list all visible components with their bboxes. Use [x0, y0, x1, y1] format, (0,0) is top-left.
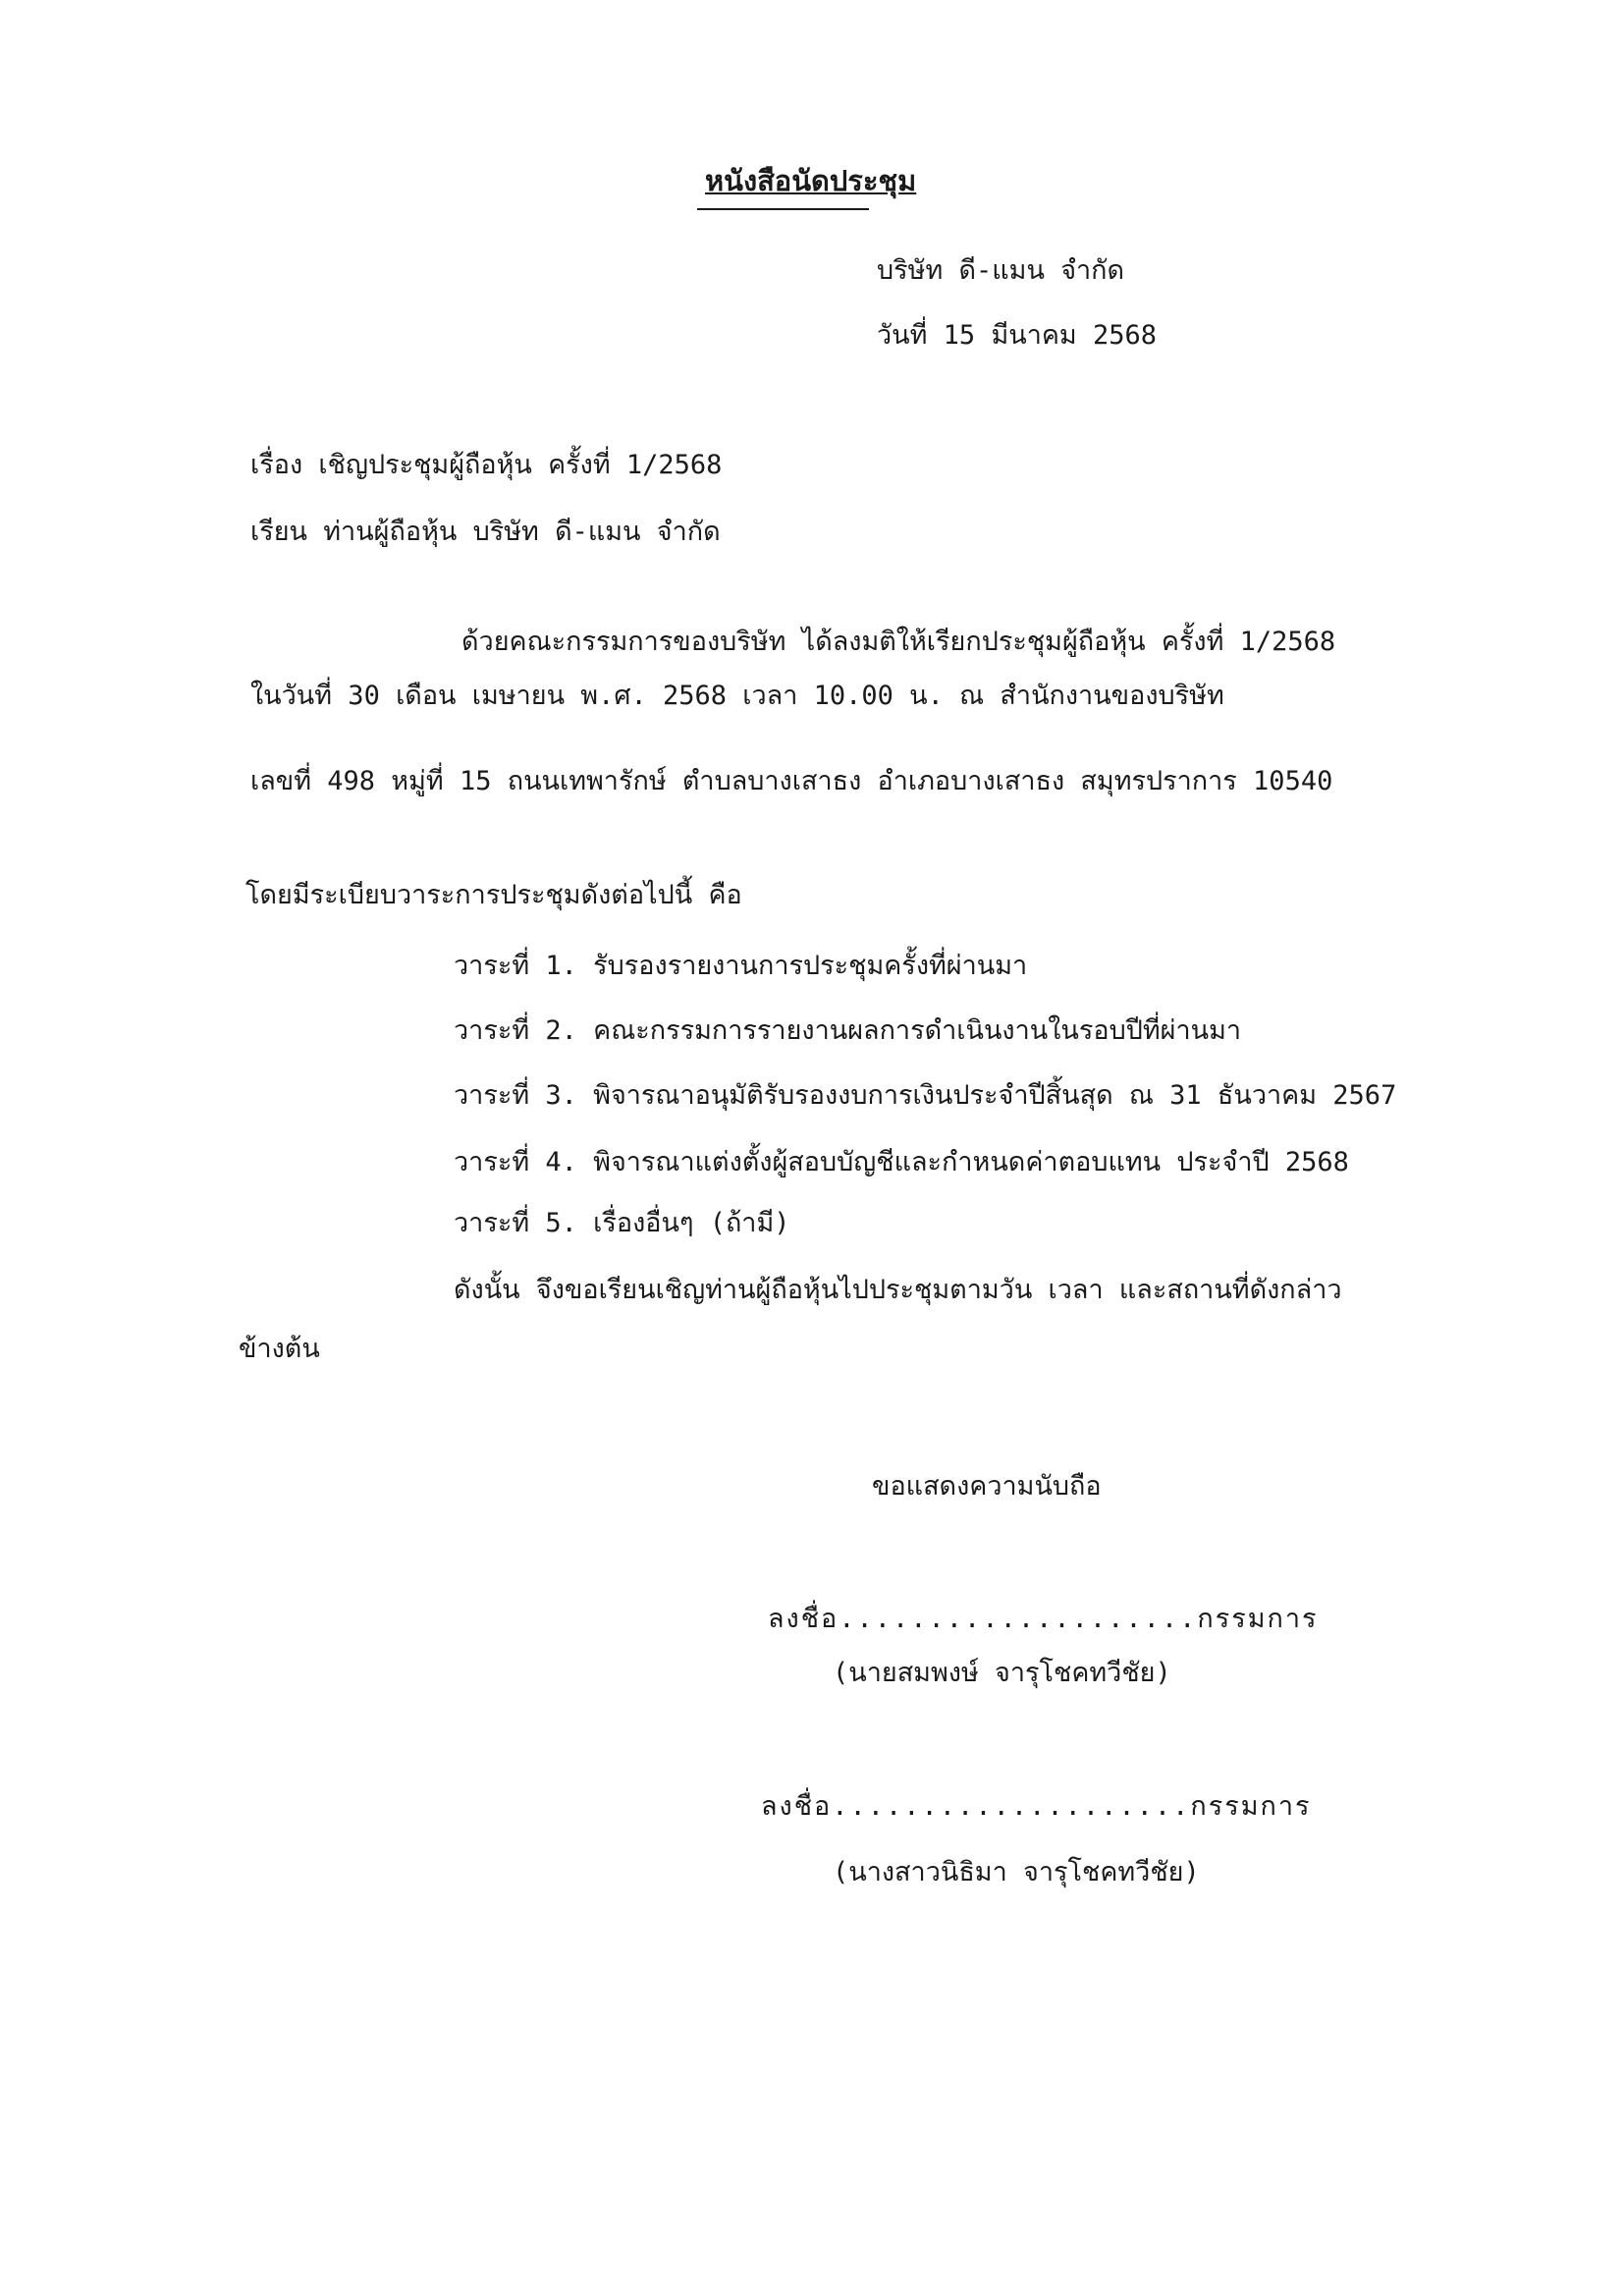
signatory-name: (นางสาวนิธิมา จารุโชคทวีชัย)	[833, 1857, 1200, 1887]
regards-line: ขอแสดงความนับถือ	[872, 1471, 1102, 1502]
agenda-item: วาระที่ 1. รับรองรายงานการประชุมครั้งที่ผ่านมา	[454, 951, 1028, 981]
body-line-2: ในวันที่ 30 เดือน เมษายน พ.ศ. 2568 เวลา 10.00 น. ณ สำนักงานของบริษัท	[250, 681, 1224, 711]
company-header: บริษัท ดี-แมน จำกัด	[877, 255, 1125, 286]
agenda-item: วาระที่ 2. คณะกรรมการรายงานผลการดำเนินงานในรอบปีที่ผ่านมา	[454, 1015, 1242, 1046]
agenda-item: วาระที่ 4. พิจารณาแต่งตั้งผู้สอบบัญชีและกำหนดค่าตอบแทน ประจำปี 2568	[454, 1147, 1349, 1177]
signature-line: ลงชื่อ....................กรรมการ	[761, 1791, 1312, 1822]
agenda-item: วาระที่ 3. พิจารณาอนุมัติรับรองงบการเงินประจำปีสิ้นสุด ณ 31 ธันวาคม 2567	[454, 1080, 1397, 1111]
agenda-intro: โดยมีระเบียบวาระการประชุมดังต่อไปนี้ คือ	[245, 880, 742, 910]
body-line-1: ด้วยคณะกรรมการของบริษัท ได้ลงมติให้เรียกประชุมผู้ถือหุ้น ครั้งที่ 1/2568	[461, 627, 1336, 657]
document-title: หนังสือนัดประชุม	[705, 164, 917, 197]
agenda-item: วาระที่ 5. เรื่องอื่นๆ (ถ้ามี)	[454, 1208, 790, 1238]
title-underline	[697, 208, 869, 210]
closing-line-2: ข้างต้น	[239, 1334, 320, 1364]
recipient-line: เรียน ท่านผู้ถือหุ้น บริษัท ดี-แมน จำกัด	[250, 517, 721, 547]
body-line-3: เลขที่ 498 หมู่ที่ 15 ถนนเทพารักษ์ ตำบลบางเสาธง อำเภอบางเสาธง สมุทรปราการ 10540	[250, 766, 1333, 796]
subject-line: เรื่อง เชิญประชุมผู้ถือหุ้น ครั้งที่ 1/2568	[250, 450, 723, 480]
signatory-name: (นายสมพงษ์ จารุโชคทวีชัย)	[833, 1658, 1171, 1688]
signature-line: ลงชื่อ....................กรรมการ	[768, 1604, 1319, 1634]
date-line: วันที่ 15 มีนาคม 2568	[877, 320, 1157, 351]
closing-line-1: ดังนั้น จึงขอเรียนเชิญท่านผู้ถือหุ้นไปประชุมตามวัน เวลา และสถานที่ดังกล่าว	[454, 1275, 1342, 1305]
